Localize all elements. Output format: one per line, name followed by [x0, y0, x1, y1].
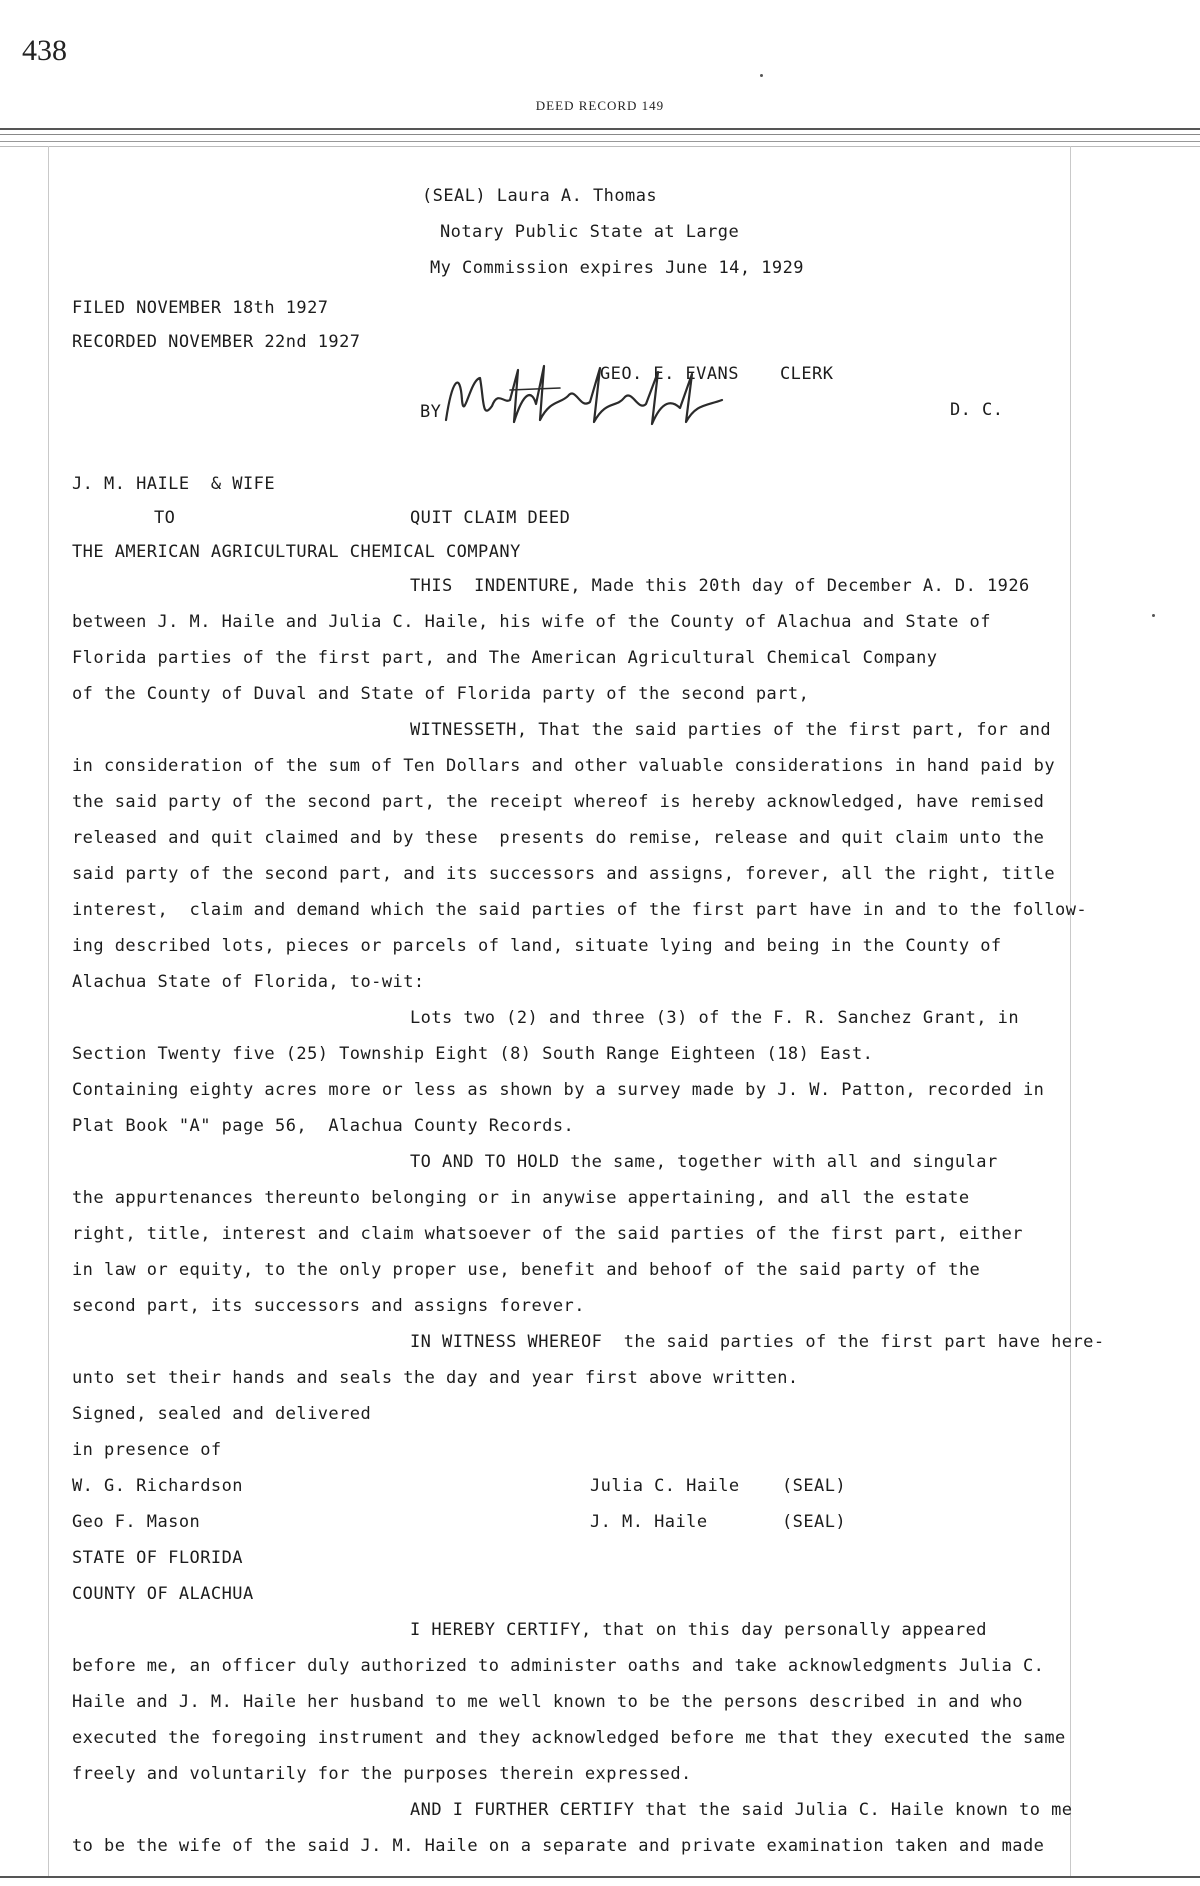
- body-line: Section Twenty five (25) Township Eight (8) South Range Eighteen (18) East.: [72, 1044, 874, 1064]
- acknowledgment-line: to be the wife of the said J. M. Haile on a separate and private examination taken and made: [72, 1836, 1045, 1856]
- clerk-title: CLERK: [780, 364, 834, 384]
- seal-mark: (SEAL): [782, 1512, 847, 1532]
- body-line: Containing eighty acres more or less as shown by a survey made by J. W. Patton, recorded in: [72, 1080, 1045, 1100]
- header-rule: [0, 141, 1200, 142]
- body-line: ing described lots, pieces or parcels of land, situate lying and being in the County of: [72, 936, 1002, 956]
- body-line: in consideration of the sum of Ten Dollars and other valuable considerations in hand paid by: [72, 756, 1056, 776]
- to-label: TO: [154, 508, 176, 528]
- body-line: released and quit claimed and by these presents do remise, release and quit claim unto the: [72, 828, 1045, 848]
- body-line: Lots two (2) and three (3) of the F. R. Sanchez Grant, in: [410, 1008, 1020, 1028]
- body-line: in presence of: [72, 1440, 222, 1460]
- deputy-clerk-label: D. C.: [950, 400, 1004, 420]
- body-line: TO AND TO HOLD the same, together with all and singular: [410, 1152, 998, 1172]
- body-line: WITNESSETH, That the said parties of the first part, for and: [410, 720, 1052, 740]
- grantor-name: J. M. HAILE & WIFE: [72, 474, 276, 494]
- acknowledgment-line: COUNTY OF ALACHUA: [72, 1584, 254, 1604]
- speck: [760, 74, 763, 77]
- grantee-name: THE AMERICAN AGRICULTURAL CHEMICAL COMPANY: [72, 542, 521, 562]
- page-number: 438: [22, 34, 67, 67]
- header-rule: [0, 128, 1200, 130]
- signer-name: J. M. Haile: [590, 1512, 708, 1532]
- running-head: DEED RECORD 149: [535, 98, 665, 113]
- acknowledgment-line: freely and voluntarily for the purposes therein expressed.: [72, 1764, 692, 1784]
- acknowledgment-line: STATE OF FLORIDA: [72, 1548, 243, 1568]
- body-line: unto set their hands and seals the day and year first above written.: [72, 1368, 799, 1388]
- acknowledgment-line: I HEREBY CERTIFY, that on this day personally appeared: [410, 1620, 987, 1640]
- clerk-name: GEO. E. EVANS: [600, 364, 739, 384]
- filed-date: FILED NOVEMBER 18th 1927: [72, 298, 329, 318]
- body-line: Signed, sealed and delivered: [72, 1404, 372, 1424]
- body-line: IN WITNESS WHEREOF the said parties of the first part have here-: [410, 1332, 1105, 1352]
- left-margin-line: [48, 146, 49, 1876]
- body-line: right, title, interest and claim whatsoever of the said parties of the first part, either: [72, 1224, 1023, 1244]
- body-line: Florida parties of the first part, and The American Agricultural Chemical Company: [72, 648, 938, 668]
- body-line: between J. M. Haile and Julia C. Haile, his wife of the County of Alachua and State of: [72, 612, 991, 632]
- recorded-date: RECORDED NOVEMBER 22nd 1927: [72, 332, 361, 352]
- witness-name: W. G. Richardson: [72, 1476, 243, 1496]
- body-line: second part, its successors and assigns forever.: [72, 1296, 585, 1316]
- acknowledgment-line: before me, an officer duly authorized to administer oaths and take acknowledgments Julia C.: [72, 1656, 1045, 1676]
- notary-title: Notary Public State at Large: [440, 222, 740, 242]
- acknowledgment-line: AND I FURTHER CERTIFY that the said Julia C. Haile known to me: [410, 1800, 1073, 1820]
- body-line: said party of the second part, and its successors and assigns, forever, all the right, title: [72, 864, 1056, 884]
- body-line: interest, claim and demand which the said parties of the first part have in and to the follow-: [72, 900, 1088, 920]
- body-line: Plat Book "A" page 56, Alachua County Records.: [72, 1116, 575, 1136]
- notary-commission: My Commission expires June 14, 1929: [430, 258, 804, 278]
- notary-seal-name: (SEAL) Laura A. Thomas: [422, 186, 658, 206]
- body-line: the appurtenances thereunto belonging or in anywise appertaining, and all the estate: [72, 1188, 970, 1208]
- witness-name: Geo F. Mason: [72, 1512, 201, 1532]
- speck: [1152, 614, 1155, 617]
- acknowledgment-line: executed the foregoing instrument and they acknowledged before me that they executed the same: [72, 1728, 1066, 1748]
- body-line: the said party of the second part, the receipt whereof is hereby acknowledged, have remised: [72, 792, 1045, 812]
- body-line: of the County of Duval and State of Florida party of the second part,: [72, 684, 810, 704]
- footer-rule: [0, 1876, 1200, 1878]
- deputy-clerk-signature: [440, 360, 730, 440]
- body-line: in law or equity, to the only proper use, benefit and behoof of the said party of the: [72, 1260, 981, 1280]
- deed-type: QUIT CLAIM DEED: [410, 508, 571, 528]
- body-line: Alachua State of Florida, to-wit:: [72, 972, 425, 992]
- by-label: BY: [420, 402, 442, 422]
- signer-name: Julia C. Haile: [590, 1476, 740, 1496]
- header-rule: [0, 134, 1200, 135]
- header-rule: [0, 146, 1200, 147]
- body-line: THIS INDENTURE, Made this 20th day of December A. D. 1926: [410, 576, 1030, 596]
- acknowledgment-line: Haile and J. M. Haile her husband to me well known to be the persons described in and who: [72, 1692, 1023, 1712]
- seal-mark: (SEAL): [782, 1476, 847, 1496]
- right-margin-line: [1070, 146, 1071, 1876]
